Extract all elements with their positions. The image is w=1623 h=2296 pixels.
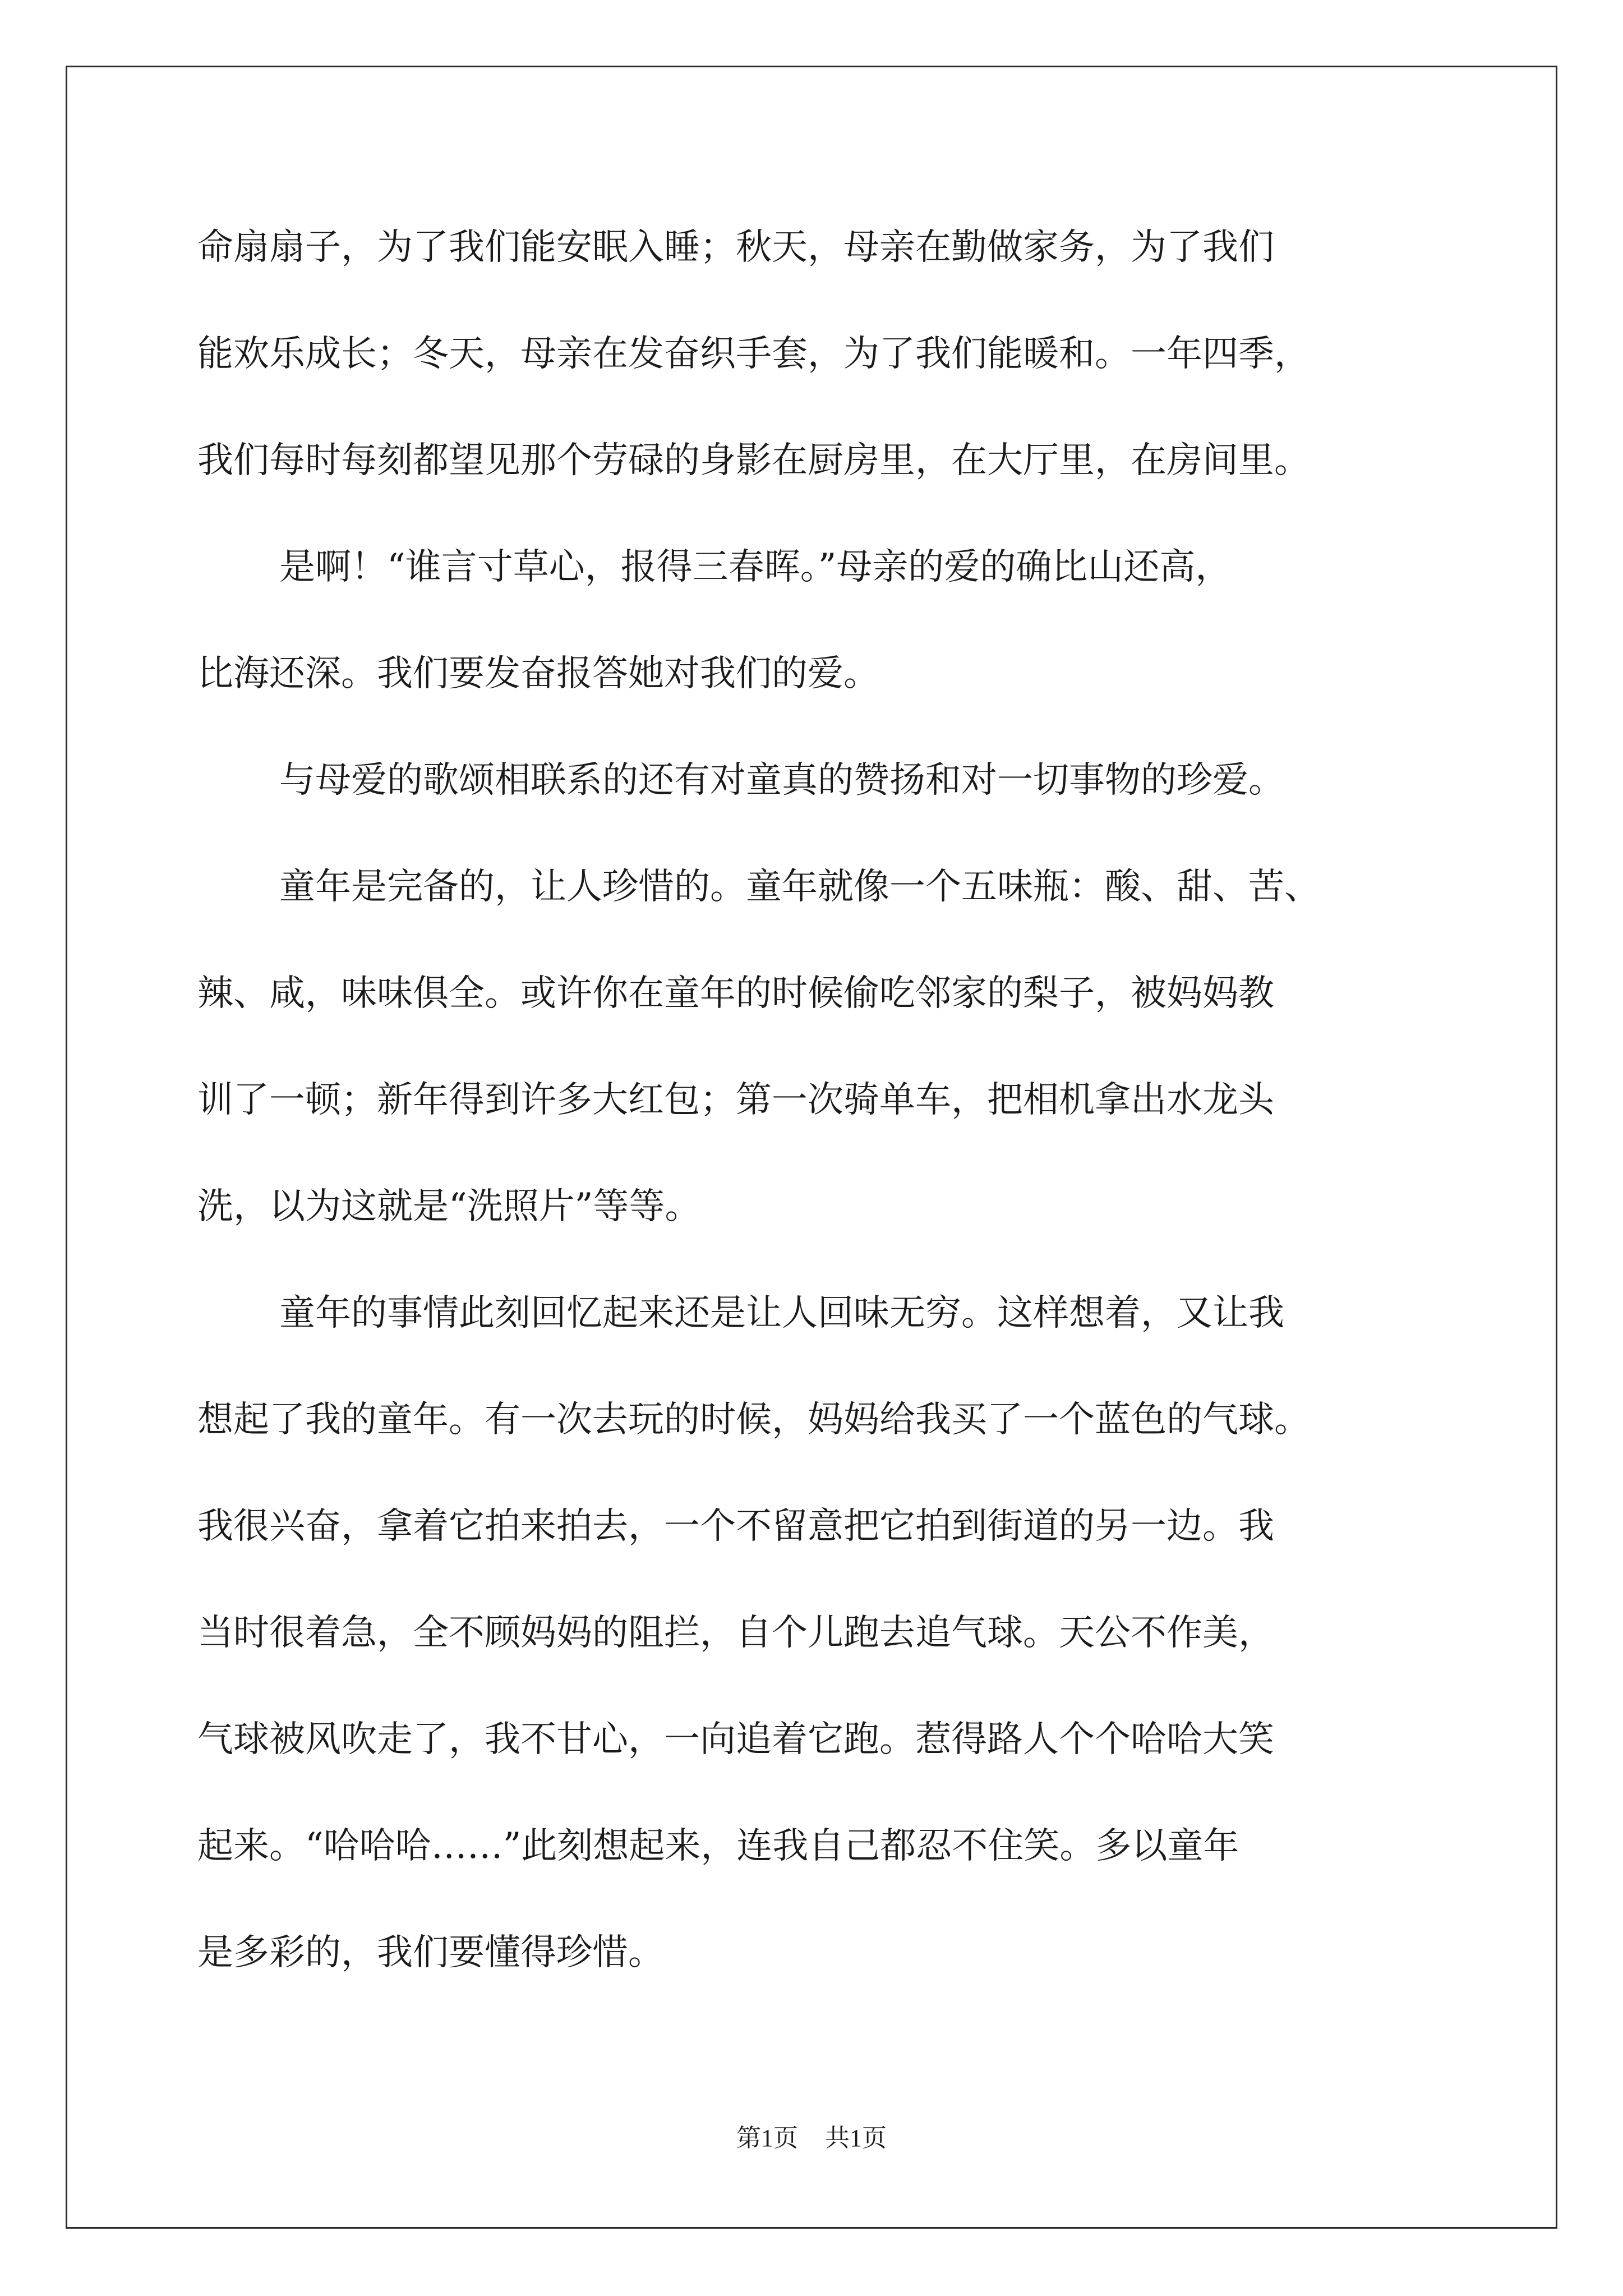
page-footer — [0, 2118, 1623, 2154]
page-number-current: 第1页 — [736, 2124, 798, 2152]
text-line: 与母爱的歌颂相联系的还有对童真的赞扬和对一切事物的珍爱。 — [279, 760, 1284, 801]
text-line: 想起了我的童年。有一次去玩的时候，妈妈给我买了一个蓝色的气球。 — [197, 1399, 1310, 1441]
text-line: 童年的事情此刻回忆起来还是让人回味无穷。这样想着，又让我 — [279, 1292, 1284, 1334]
text-line: 能欢乐成长；冬天，母亲在发奋织手套，为了我们能暖和。一年四季， — [197, 333, 1310, 375]
text-line: 是多彩的，我们要懂得珍惜。 — [197, 1932, 664, 1973]
text-line: 起来。“哈哈哈……”此刻想起来，连我自己都忍不住笑。多以童年 — [197, 1825, 1239, 1867]
text-line: 气球被风吹走了，我不甘心，一向追着它跑。惹得路人个个哈哈大笑 — [197, 1719, 1274, 1760]
document-body — [197, 220, 1438, 2032]
text-line: 我很兴奋，拿着它拍来拍去，一个不留意把它拍到街道的另一边。我 — [197, 1506, 1274, 1547]
text-line: 我们每时每刻都望见那个劳碌的身影在厨房里，在大厅里，在房间里。 — [197, 440, 1310, 481]
text-line: 比海还深。我们要发奋报答她对我们的爱。 — [197, 653, 879, 694]
text-line: 训了一顿；新年得到许多大红包；第一次骑单车，把相机拿出水龙头 — [197, 1079, 1274, 1121]
text-line: 命扇扇子，为了我们能安眠入睡；秋天，母亲在勤做家务，为了我们 — [197, 227, 1274, 268]
text-line: 是啊！“谁言寸草心，报得三春晖。”母亲的爱的确比山还高， — [279, 546, 1232, 588]
text-line: 洗，以为这就是“洗照片”等等。 — [197, 1186, 701, 1227]
text-line: 当时很着急，全不顾妈妈的阻拦，自个儿跑去追气球。天公不作美， — [197, 1612, 1274, 1654]
text-line: 辣、咸，味味俱全。或许你在童年的时候偷吃邻家的梨子，被妈妈教 — [197, 973, 1274, 1014]
page-number-total: 共1页 — [825, 2124, 887, 2152]
text-line: 童年是完备的，让人珍惜的。童年就像一个五味瓶：酸、甜、苦、 — [279, 866, 1320, 908]
